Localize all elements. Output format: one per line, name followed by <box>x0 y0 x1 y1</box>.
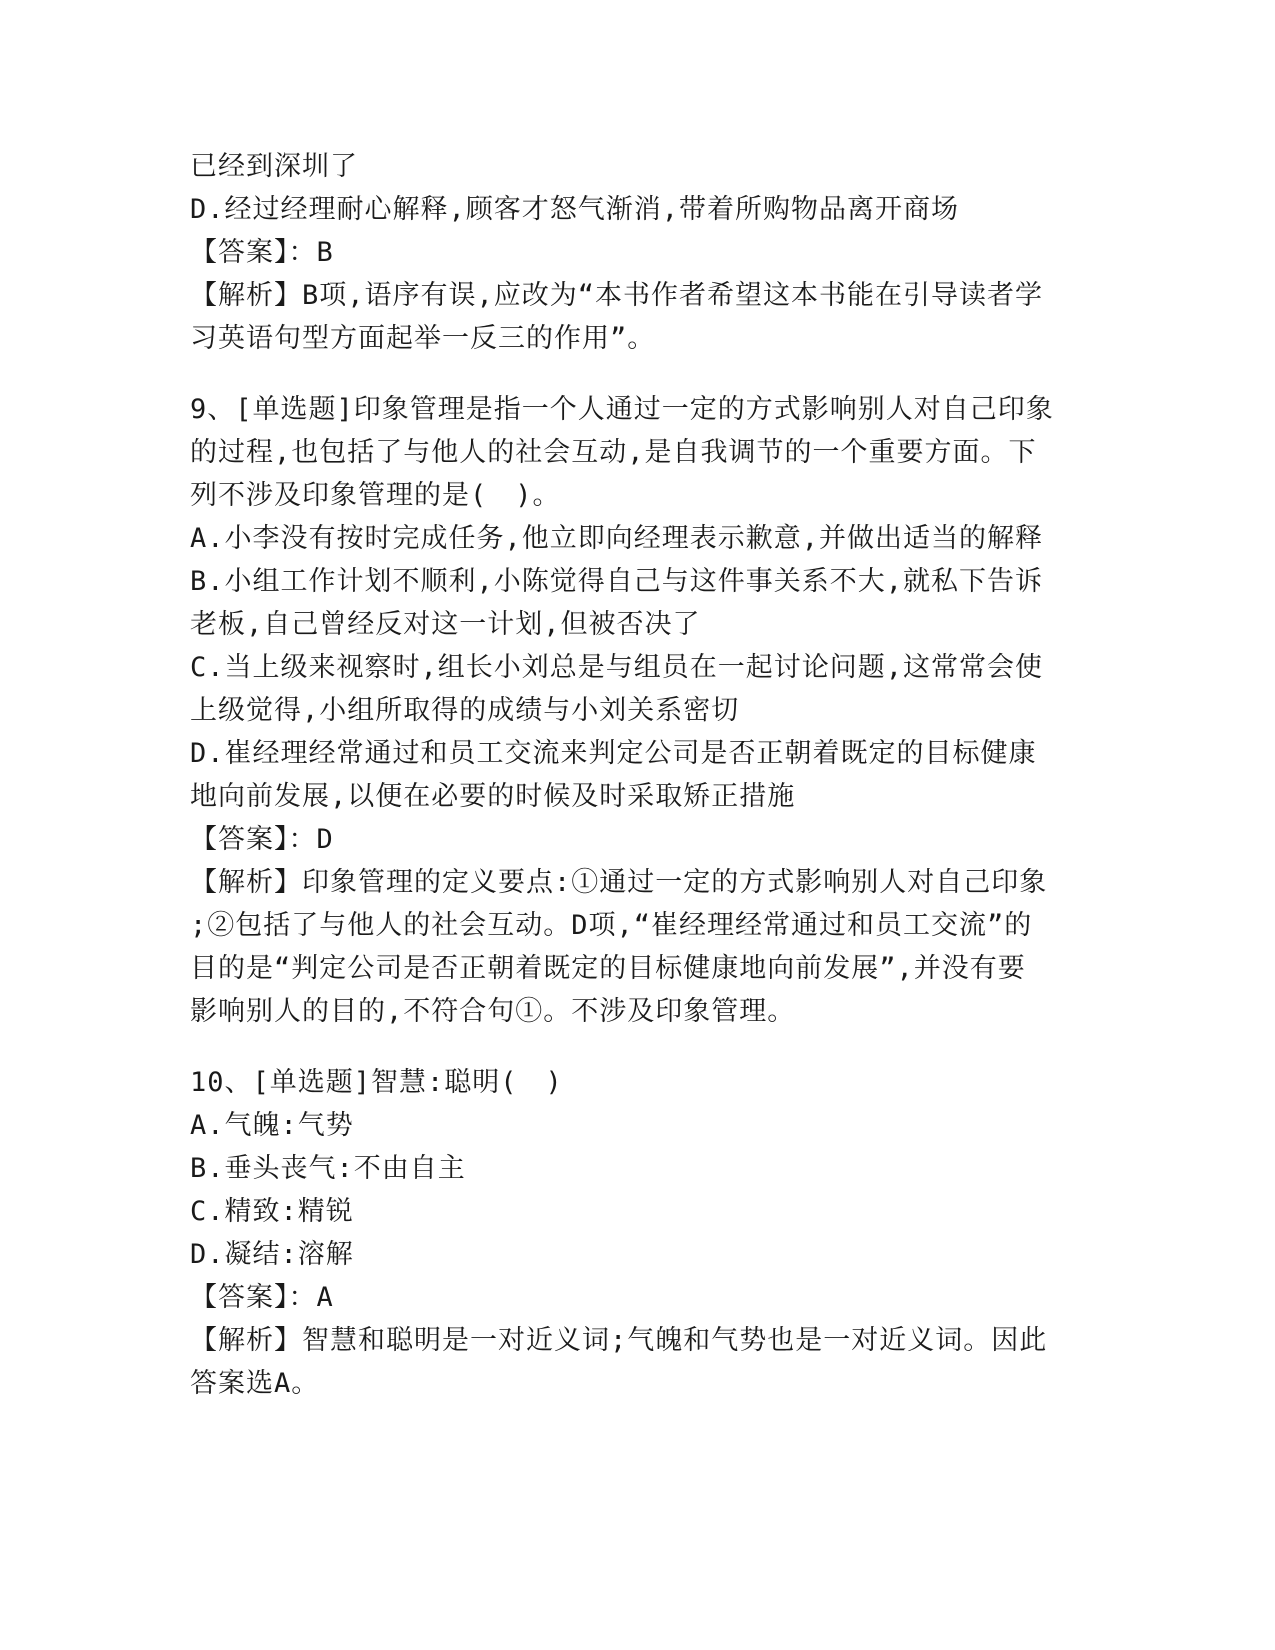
question-stem: 9、[单选题]印象管理是指一个人通过一定的方式影响别人对自己印象 <box>190 394 1054 425</box>
option-d: D.崔经理经常通过和员工交流来判定公司是否正朝着既定的目标健康 <box>190 738 1037 769</box>
analysis-line: ;②包括了与他人的社会互动。D项,“崔经理经常通过和员工交流”的 <box>190 910 1033 941</box>
option-a: A.小李没有按时完成任务,他立即向经理表示歉意,并做出适当的解释 <box>190 523 1044 554</box>
question-stem: 列不涉及印象管理的是( )。 <box>190 480 561 511</box>
option-d: D.凝结:溶解 <box>190 1239 354 1270</box>
option-c: 上级觉得,小组所取得的成绩与小刘关系密切 <box>190 695 740 726</box>
question-stem: 的过程,也包括了与他人的社会互动,是自我调节的一个重要方面。下 <box>190 437 1037 468</box>
analysis-line: 答案选A。 <box>190 1368 320 1399</box>
option-d: D.经过经理耐心解释,顾客才怒气渐消,带着所购物品离开商场 <box>190 194 960 225</box>
answer: 【答案】：A <box>190 1282 334 1313</box>
analysis-line: 习英语句型方面起举一反三的作用”。 <box>190 323 656 354</box>
option-a: A.气魄:气势 <box>190 1110 354 1141</box>
spacer <box>190 360 1085 388</box>
question-10 <box>190 1061 1085 1405</box>
question-9 <box>190 388 1085 1033</box>
option-b: B.垂头丧气:不由自主 <box>190 1153 466 1184</box>
analysis-line: 【解析】印象管理的定义要点:①通过一定的方式影响别人对自己印象 <box>190 867 1048 898</box>
question-8-tail <box>190 145 1085 360</box>
analysis-line: 目的是“判定公司是否正朝着既定的目标健康地向前发展”,并没有要 <box>190 953 1026 984</box>
option-c: C.精致:精锐 <box>190 1196 354 1227</box>
analysis-line: 【解析】B项,语序有误,应改为“本书作者希望这本书能在引导读者学 <box>190 280 1044 311</box>
option-b: 老板,自己曾经反对这一计划,但被否决了 <box>190 609 701 640</box>
spacer <box>190 1033 1085 1061</box>
answer: 【答案】：D <box>190 824 334 855</box>
analysis-line: 【解析】智慧和聪明是一对近义词;气魄和气势也是一对近义词。因此 <box>190 1325 1048 1356</box>
answer: 【答案】：B <box>190 237 334 268</box>
document-page <box>190 145 1085 1405</box>
question-stem: 10、[单选题]智慧:聪明( ) <box>190 1067 563 1098</box>
analysis-line: 影响别人的目的,不符合句①。不涉及印象管理。 <box>190 996 796 1027</box>
option-b: B.小组工作计划不顺利,小陈觉得自己与这件事关系不大,就私下告诉 <box>190 566 1044 597</box>
option-c: C.当上级来视察时,组长小刘总是与组员在一起讨论问题,这常常会使 <box>190 652 1044 683</box>
option-c-continuation: 已经到深圳了 <box>190 151 358 182</box>
option-d: 地向前发展,以便在必要的时候及时采取矫正措施 <box>190 781 796 812</box>
